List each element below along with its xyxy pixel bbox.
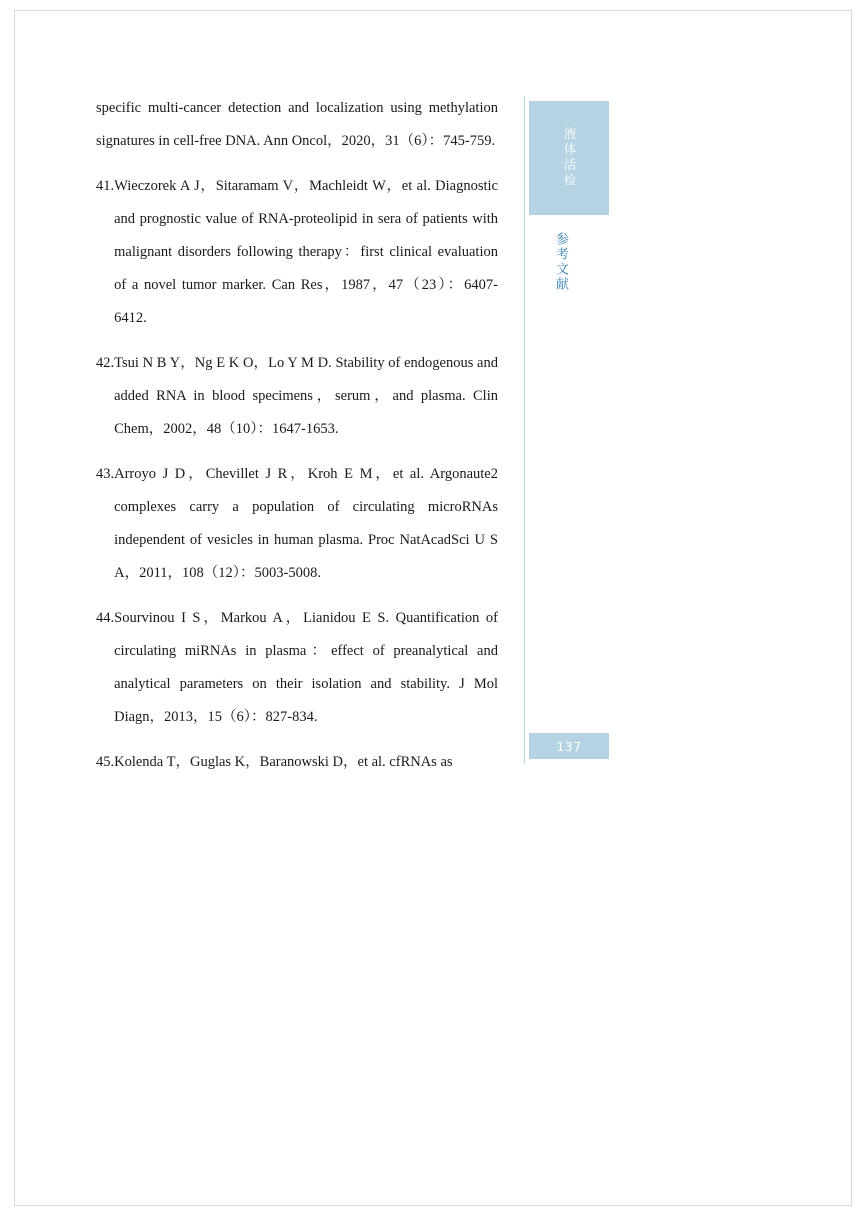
reference-text: Sourvinou I S，Markou A，Lianidou E S. Quantification of circulating miRNAs in plasma：effect of preanalytical and analytical parameters on their isolation and stability. J Mol Diagn，2013，15（6）：827-834.: [114, 610, 498, 725]
list-item: [96, 347, 498, 446]
page-number-box: [529, 733, 609, 759]
reference-text: Wieczorek A J，Sitaramam V，Machleidt W，et al. Diagnostic and prognostic value of RNA-proteolipid in sera of patients with malignant disorders following therapy：first clinical evaluation of a novel tumor marker. Can Res，1987，47（23）：6407-6412.: [114, 178, 498, 326]
chapter-tab: [529, 101, 609, 215]
reference-text: Arroyo J D，Chevillet J R，Kroh E M，et al. Argonaute2 complexes carry a population of circulating microRNAs independent of vesicles in human plasma. Proc NatAcadSci U S A，2011，108（12）：5003-5008.: [114, 466, 498, 581]
list-item: [96, 602, 498, 734]
first-paragraph: specific multi-cancer detection and localization using methylation signatures in cell-free DNA. Ann Oncol，2020，31（6）：745-759.: [96, 100, 498, 149]
sidebar-divider: [524, 96, 525, 764]
list-item: [96, 170, 498, 335]
reference-number: 43.: [96, 466, 115, 482]
section-label: 参考文献: [553, 232, 568, 292]
chapter-tab-label: 液体活检: [562, 127, 577, 189]
page-number: 137: [556, 738, 582, 754]
reference-list: [96, 92, 498, 791]
reference-number: 45.: [96, 754, 115, 770]
reference-number: 44.: [96, 610, 115, 626]
reference-text: Tsui N B Y，Ng E K O，Lo Y M D. Stability of endogenous and added RNA in blood specimens，serum，and plasma. Clin Chem，2002，48（10）：1647-1653.: [114, 355, 498, 437]
list-item: [96, 746, 498, 779]
reference-text: Kolenda T，Guglas K，Baranowski D，et al. cfRNAs as: [114, 754, 453, 770]
reference-number: 42.: [96, 355, 115, 371]
list-item: [96, 458, 498, 590]
reference-number: 41.: [96, 178, 115, 194]
